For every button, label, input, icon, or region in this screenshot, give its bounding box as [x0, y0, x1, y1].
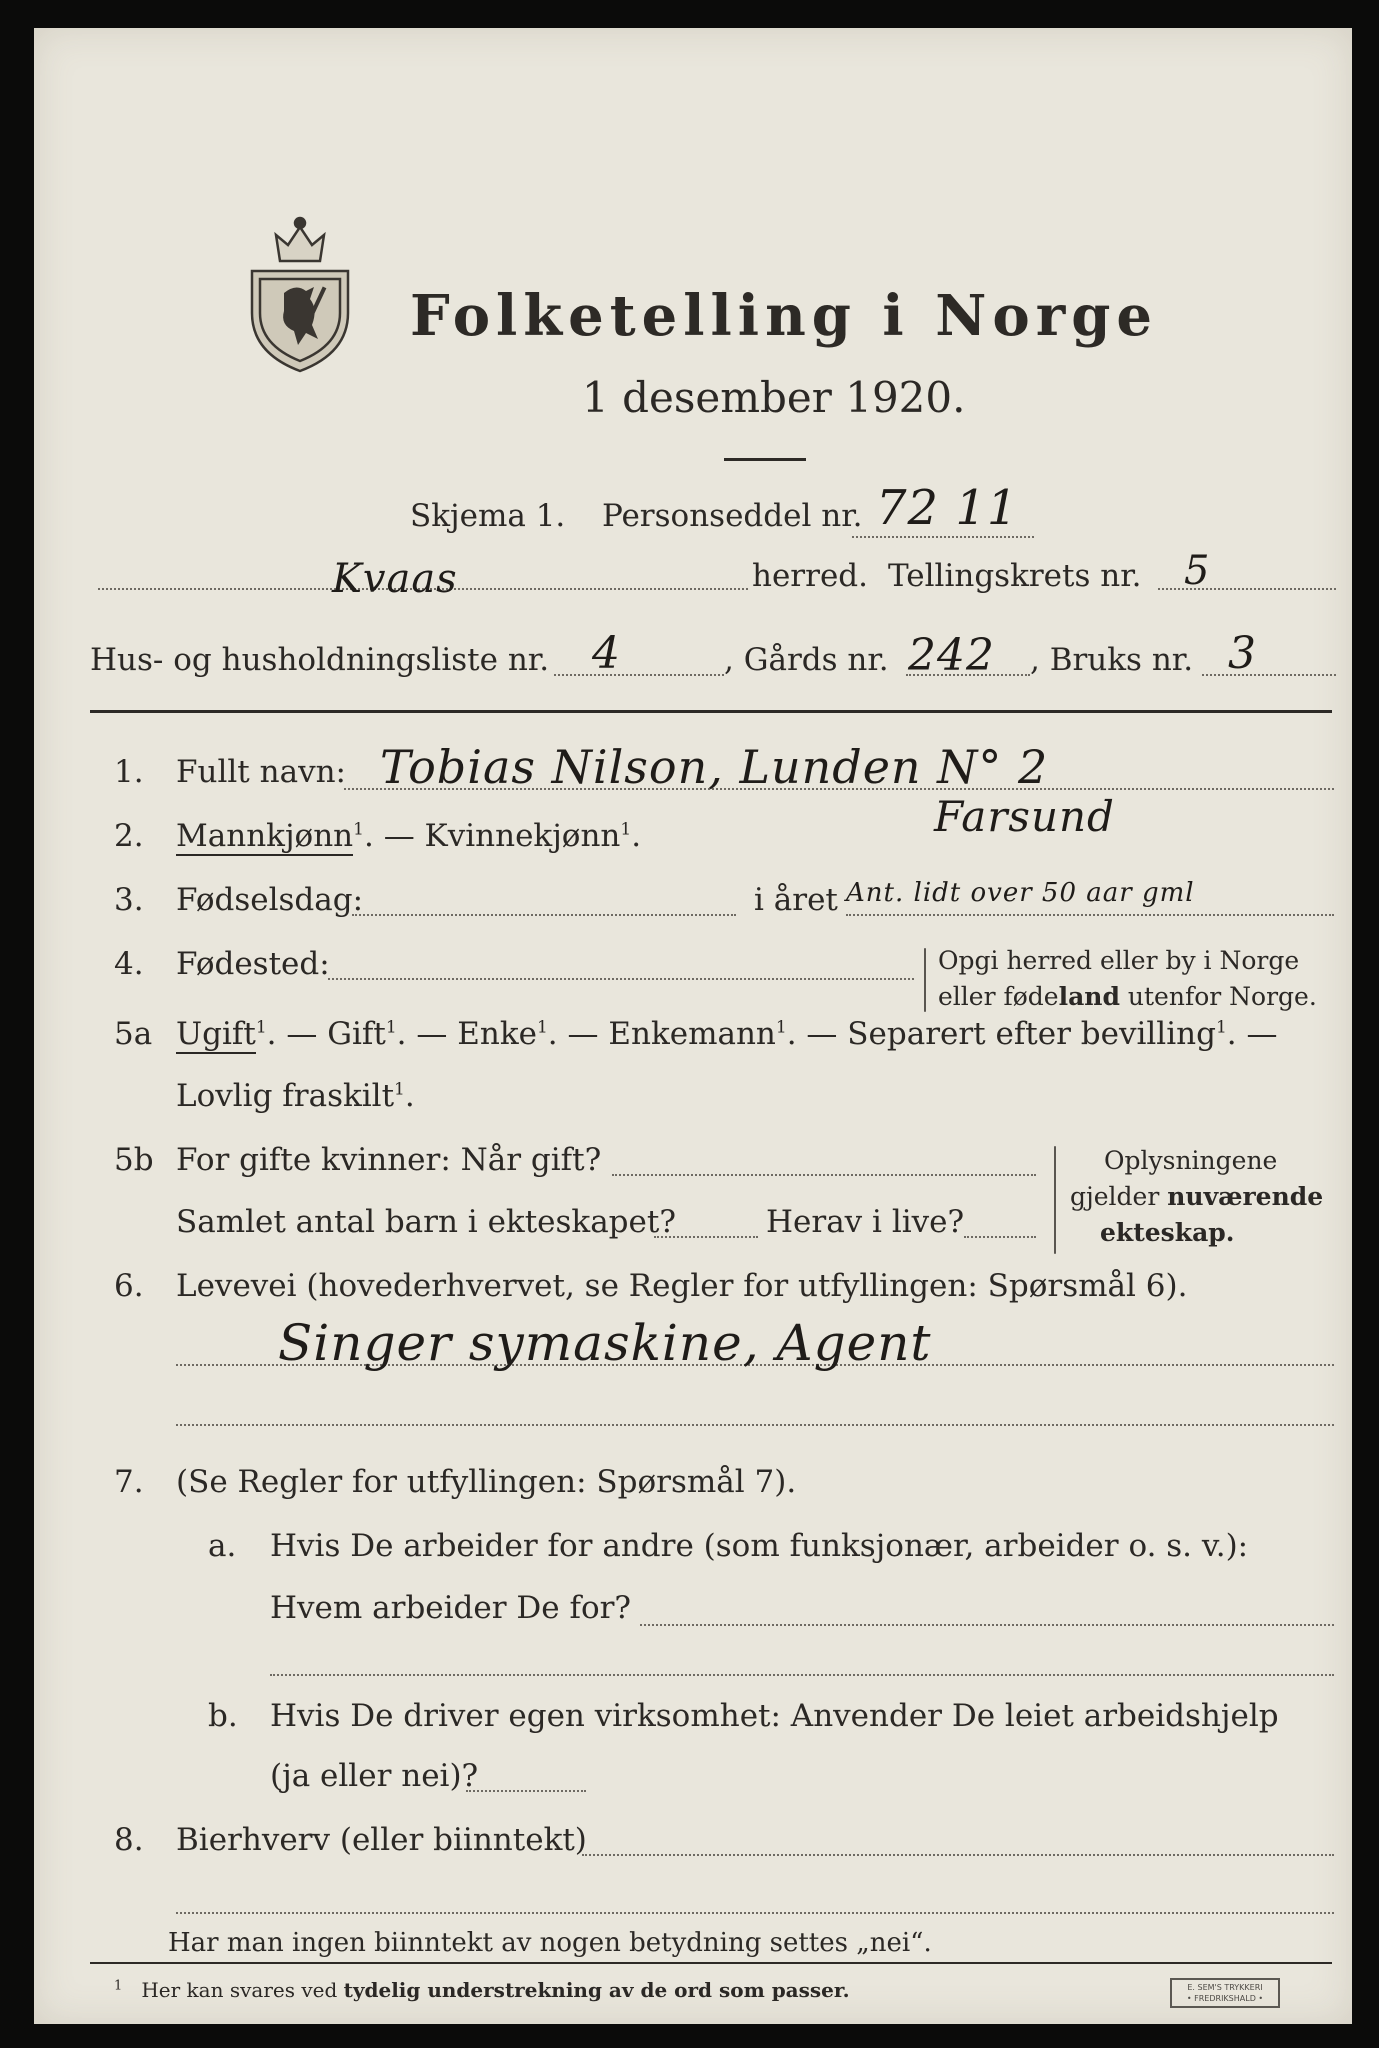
q2-end: .: [631, 818, 642, 854]
q5b-brace: [1054, 1146, 1056, 1254]
q4-hint-line1: Opgi herred eller by i Norge: [938, 946, 1300, 975]
tellingskrets-value: 5: [1184, 548, 1211, 594]
q5a-line-end: . —: [1226, 1016, 1278, 1052]
fullt-navn-value: Tobias Nilson, Lunden N° 2: [380, 740, 1049, 794]
fodselsaar-value: Ant. lidt over 50 aar gml: [846, 878, 1195, 908]
enkemann-option[interactable]: . — Enkemann: [547, 1016, 776, 1052]
q7a-text: Hvis De arbeider for andre (som funksjonær, arbeider o. s. v.):: [270, 1528, 1249, 1564]
fodselsdag-field[interactable]: [352, 914, 736, 916]
arbeider-for-field-2[interactable]: [270, 1674, 1334, 1676]
footnote-sup: 1: [114, 1978, 123, 1994]
enke-option[interactable]: . — Enke: [396, 1016, 537, 1052]
q5b-note-part-a: gjelder: [1070, 1182, 1168, 1211]
fodselsaar-field[interactable]: [846, 914, 1334, 916]
footnote: [114, 1978, 850, 2002]
gards-label: , Gårds nr.: [724, 642, 889, 678]
q5b-note-line2: [1070, 1182, 1323, 1211]
form-title: Folketelling i Norge: [410, 283, 1159, 349]
q5a-sup-1: 1: [385, 1017, 397, 1038]
q2-gender: [176, 818, 641, 854]
q5b-note-line3: ekteskap.: [1100, 1218, 1235, 1247]
bierhverv-field-2[interactable]: [176, 1912, 1334, 1914]
antal-barn-field[interactable]: [654, 1236, 758, 1238]
census-date: 1 desember 1920.: [582, 373, 966, 422]
bruks-value: 3: [1228, 628, 1257, 679]
arbeider-for-field[interactable]: [640, 1624, 1334, 1626]
title-divider: [724, 458, 806, 461]
q6-label: Levevei (hovederhvervet, se Regler for utfyllingen: Spørsmål 6).: [176, 1268, 1188, 1304]
header-rule: [90, 710, 1332, 713]
q5a-line2-end: .: [404, 1078, 415, 1114]
q1-number: 1.: [114, 754, 144, 790]
q2-female-sup: 1: [620, 819, 632, 840]
q4-brace: [924, 948, 926, 1012]
q5a-sup-3: 1: [775, 1017, 787, 1038]
q5b-line2-a: Samlet antal barn i ekteskapet?: [176, 1204, 676, 1240]
hus-label: Hus- og husholdningsliste nr.: [90, 642, 550, 678]
printer-stamp-line2: • FREDRIKSHALD •: [1186, 1994, 1264, 2003]
q5a-line2: [176, 1078, 415, 1114]
separert-option[interactable]: . — Separert efter bevilling: [786, 1016, 1216, 1052]
gards-value: 242: [908, 630, 995, 681]
footnote-rule: [90, 1962, 1332, 1964]
bruks-label: , Bruks nr.: [1030, 642, 1194, 678]
herav-i-live-field[interactable]: [964, 1236, 1036, 1238]
kvinnekjonn-option[interactable]: Kvinnekjønn: [424, 818, 621, 854]
q4-hint-line2: [938, 982, 1317, 1011]
q7b-text: Hvis De driver egen virksomhet: Anvender De leiet arbeidshjelp: [270, 1698, 1279, 1734]
footnote-part-a: Her kan svares ved: [141, 1978, 344, 2002]
ugift-option[interactable]: Ugift: [176, 1016, 256, 1052]
q7a-letter: a.: [208, 1528, 237, 1564]
levevei-value: Singer symaskine, Agent: [278, 1314, 932, 1372]
biinntekt-note: Har man ingen biinntekt av nogen betydning settes „nei“.: [168, 1928, 932, 1958]
q5b-line1: For gifte kvinner: Når gift?: [176, 1142, 602, 1178]
herred-value: Kvaas: [332, 556, 458, 602]
q3-number: 3.: [114, 882, 144, 918]
q4-label: Fødested:: [176, 946, 330, 982]
leiet-arbeidshjelp-field[interactable]: [466, 1790, 586, 1792]
q6-number: 6.: [114, 1268, 144, 1304]
q5a-sup-0: 1: [255, 1017, 267, 1038]
q8-label: Bierhverv (eller biinntekt): [176, 1822, 587, 1858]
q5b-number: 5b: [114, 1142, 154, 1178]
hus-field[interactable]: [554, 674, 724, 676]
q5a-number: 5a: [114, 1016, 153, 1052]
personseddel-value: 72 11: [876, 480, 1019, 536]
herred-label: herred.: [752, 558, 868, 594]
fraskilt-option[interactable]: Lovlig fraskilt: [176, 1078, 395, 1114]
q4-hint-part-c: utenfor Norge.: [1119, 982, 1317, 1011]
q7a-question: Hvem arbeider De for?: [270, 1590, 632, 1626]
q5a-sup-2: 1: [536, 1017, 548, 1038]
q4-number: 4.: [114, 946, 144, 982]
q4-hint-part-b: land: [1058, 982, 1120, 1011]
mannkjonn-option[interactable]: Mannkjønn: [176, 818, 354, 854]
q2-separator: . —: [363, 818, 425, 854]
q7-label: (Se Regler for utfyllingen: Spørsmål 7).: [176, 1464, 797, 1500]
fodested-field[interactable]: [328, 978, 914, 980]
levevei-field-2[interactable]: [176, 1424, 1334, 1426]
census-form-page: [34, 28, 1352, 2024]
q1-label: Fullt navn:: [176, 754, 346, 790]
bruks-field[interactable]: [1202, 674, 1336, 676]
skjema-label: Skjema 1.: [410, 498, 566, 534]
q7b-question: (ja eller nei)?: [270, 1758, 479, 1794]
q2-male-sup: 1: [353, 819, 364, 840]
q2-number: 2.: [114, 818, 144, 854]
q3-label: Fødselsdag:: [176, 882, 364, 918]
q4-hint-part-a: eller føde: [938, 982, 1059, 1011]
gift-option[interactable]: . — Gift: [266, 1016, 386, 1052]
q8-number: 8.: [114, 1822, 144, 1858]
q3-year-label: i året: [754, 882, 838, 918]
bierhverv-field[interactable]: [582, 1854, 1334, 1856]
q2-note-value: Farsund: [934, 792, 1115, 841]
q5a-sup-4: 1: [1215, 1017, 1227, 1038]
q5b-note-line1: Oplysningene: [1104, 1146, 1278, 1175]
q7b-letter: b.: [208, 1698, 238, 1734]
tellingskrets-label: Tellingskrets nr.: [888, 558, 1142, 594]
personseddel-field[interactable]: [852, 536, 1034, 538]
printer-stamp-line1: E. SEM'S TRYKKERI: [1187, 1983, 1263, 1992]
footnote-part-b: tydelig understrekning av de ord som passer.: [343, 1978, 850, 2002]
q5a-status-line: [176, 1016, 1278, 1052]
q7-number: 7.: [114, 1464, 144, 1500]
printer-stamp: [1170, 1978, 1280, 2008]
q5b-note-part-b: nuværende: [1167, 1182, 1324, 1211]
coat-of-arms-icon: [244, 213, 356, 379]
hus-value: 4: [592, 628, 621, 679]
q5a-line2-sup: 1: [394, 1079, 405, 1100]
personseddel-label: Personseddel nr.: [602, 498, 863, 534]
q5b-line2-b: Herav i live?: [766, 1204, 965, 1240]
nar-gift-field[interactable]: [612, 1174, 1036, 1176]
